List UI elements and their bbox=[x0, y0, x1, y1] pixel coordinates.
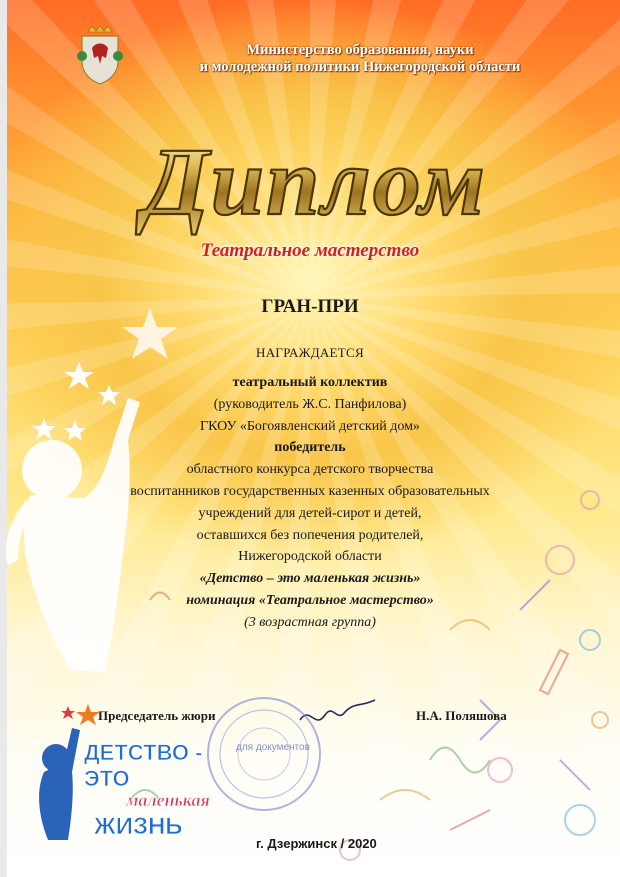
body-line-9: Нижегородской области bbox=[238, 549, 382, 565]
logo-line-2: ЭТО bbox=[84, 766, 130, 791]
body-line-5: областного конкурса детского творчества bbox=[186, 462, 434, 478]
award-body bbox=[90, 372, 530, 634]
logo-line-3: маленькая bbox=[126, 790, 210, 810]
award-title: ГРАН-ПРИ bbox=[261, 296, 359, 317]
logo-line-1: ДЕТСТВО - bbox=[84, 740, 203, 765]
logo-line-4: ЖИЗНЬ bbox=[94, 813, 183, 840]
body-line-11: номинация «Театральное мастерство» bbox=[186, 592, 434, 608]
ministry-line-1: Министерство образования, науки bbox=[246, 42, 474, 58]
jury-chair-label: Председатель жюри bbox=[98, 708, 216, 723]
nomination-subtitle: Театральное мастерство bbox=[200, 240, 420, 261]
body-line-2: (руководитель Ж.С. Панфилова) bbox=[213, 396, 407, 412]
jury-chair-name: Н.А. Поляшова bbox=[416, 708, 507, 723]
body-line-12: (3 возрастная группа) bbox=[244, 614, 376, 630]
ministry-line-2: и молодежной политики Нижегородской области bbox=[199, 59, 521, 75]
festival-logo bbox=[28, 700, 238, 850]
logo-star-icon bbox=[61, 706, 75, 719]
ministry-header bbox=[150, 42, 570, 76]
diploma-title bbox=[100, 96, 530, 236]
body-line-3: ГКОУ «Богоявленский детский дом» bbox=[200, 418, 420, 434]
logo-star-icon bbox=[76, 704, 100, 725]
star-icon bbox=[32, 418, 56, 440]
star-icon bbox=[64, 420, 86, 441]
body-line-6: воспитанников государственных казенных образовательных bbox=[130, 483, 490, 499]
stamp-text: для документов bbox=[236, 742, 310, 753]
logo-child-figure bbox=[39, 728, 80, 840]
body-line-10: «Детство – это маленькая жизнь» bbox=[199, 571, 421, 587]
coat-of-arms-emblem bbox=[74, 26, 126, 86]
body-line-1: театральный коллектив bbox=[232, 375, 388, 390]
body-line-7: учреждений для детей-сирот и детей, bbox=[198, 505, 422, 521]
diploma-title-text: Диплом bbox=[143, 128, 487, 235]
awarded-label: НАГРАЖДАЕТСЯ bbox=[256, 345, 364, 360]
city-year: г. Дзержинск / 2020 bbox=[256, 836, 377, 851]
body-line-8: оставшихся без попечения родителей, bbox=[196, 527, 424, 543]
body-line-4: победитель bbox=[274, 440, 346, 456]
